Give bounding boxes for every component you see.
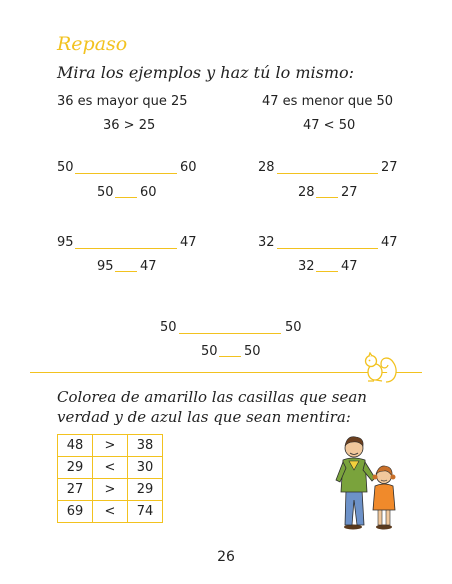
table-row (58, 457, 163, 479)
table-cell[interactable]: < (93, 457, 128, 479)
exercise-2-a: 28 (258, 160, 275, 175)
table-cell[interactable]: < (93, 501, 128, 523)
exercise-1-b2: 60 (140, 185, 157, 200)
page-number: 26 (217, 549, 235, 565)
exercise-5-short-blank[interactable] (219, 356, 241, 357)
table-row (58, 479, 163, 501)
exercise-subtitle: Mira los ejemplos y haz tú lo mismo: (57, 63, 355, 82)
exercise-3-a2: 95 (97, 259, 114, 274)
exercise-2-long-blank[interactable] (277, 173, 378, 174)
exercise-2-a2: 28 (298, 185, 315, 200)
exercise-3-long-blank[interactable] (75, 248, 177, 249)
exercise-3-b: 47 (180, 235, 197, 250)
exercise-1-long-blank[interactable] (75, 173, 177, 174)
exercise-5-a: 50 (160, 320, 177, 335)
exercise-4-a2: 32 (298, 259, 315, 274)
exercise-5-long-blank[interactable] (179, 333, 281, 334)
exercise-4-b: 47 (381, 235, 398, 250)
exercise-4-b2: 47 (341, 259, 358, 274)
exercise-3-b2: 47 (140, 259, 157, 274)
exercise-5-b2: 50 (244, 344, 261, 359)
exercise-1-a2: 50 (97, 185, 114, 200)
table-cell[interactable]: 74 (128, 501, 163, 523)
exercise-4-long-blank[interactable] (277, 248, 378, 249)
comparison-table (57, 434, 163, 523)
example-left-sentence: 36 es mayor que 25 (57, 94, 188, 109)
exercise-1-a: 50 (57, 160, 74, 175)
table-cell[interactable]: > (93, 479, 128, 501)
table-cell[interactable]: 27 (58, 479, 93, 501)
table-row (58, 501, 163, 523)
table-cell[interactable]: 69 (58, 501, 93, 523)
exercise-2-b2: 27 (341, 185, 358, 200)
exercise-5-a2: 50 (201, 344, 218, 359)
table-cell[interactable]: 48 (58, 435, 93, 457)
section-title: Repaso (57, 33, 128, 55)
table-row (58, 435, 163, 457)
table-cell[interactable]: 29 (128, 479, 163, 501)
exercise-2-short-blank[interactable] (316, 197, 338, 198)
table-cell[interactable]: 30 (128, 457, 163, 479)
example-left-expression: 36 > 25 (103, 118, 156, 133)
instruction-line-2: verdad y de azul las que sean mentira: (57, 408, 351, 426)
exercise-5-b: 50 (285, 320, 302, 335)
exercise-3-short-blank[interactable] (115, 271, 137, 272)
exercise-4-short-blank[interactable] (316, 271, 338, 272)
exercise-1-b: 60 (180, 160, 197, 175)
exercise-3-a: 95 (57, 235, 74, 250)
exercise-4-a: 32 (258, 235, 275, 250)
instruction-line-1: Colorea de amarillo las casillas que sean (57, 388, 367, 406)
squirrel-icon (362, 352, 400, 386)
example-right-sentence: 47 es menor que 50 (262, 94, 394, 109)
table-cell[interactable]: 38 (128, 435, 163, 457)
table-cell[interactable]: > (93, 435, 128, 457)
children-illustration (333, 430, 408, 530)
table-cell[interactable]: 29 (58, 457, 93, 479)
example-right-expression: 47 < 50 (303, 118, 356, 133)
exercise-2-b: 27 (381, 160, 398, 175)
exercise-1-short-blank[interactable] (115, 197, 137, 198)
